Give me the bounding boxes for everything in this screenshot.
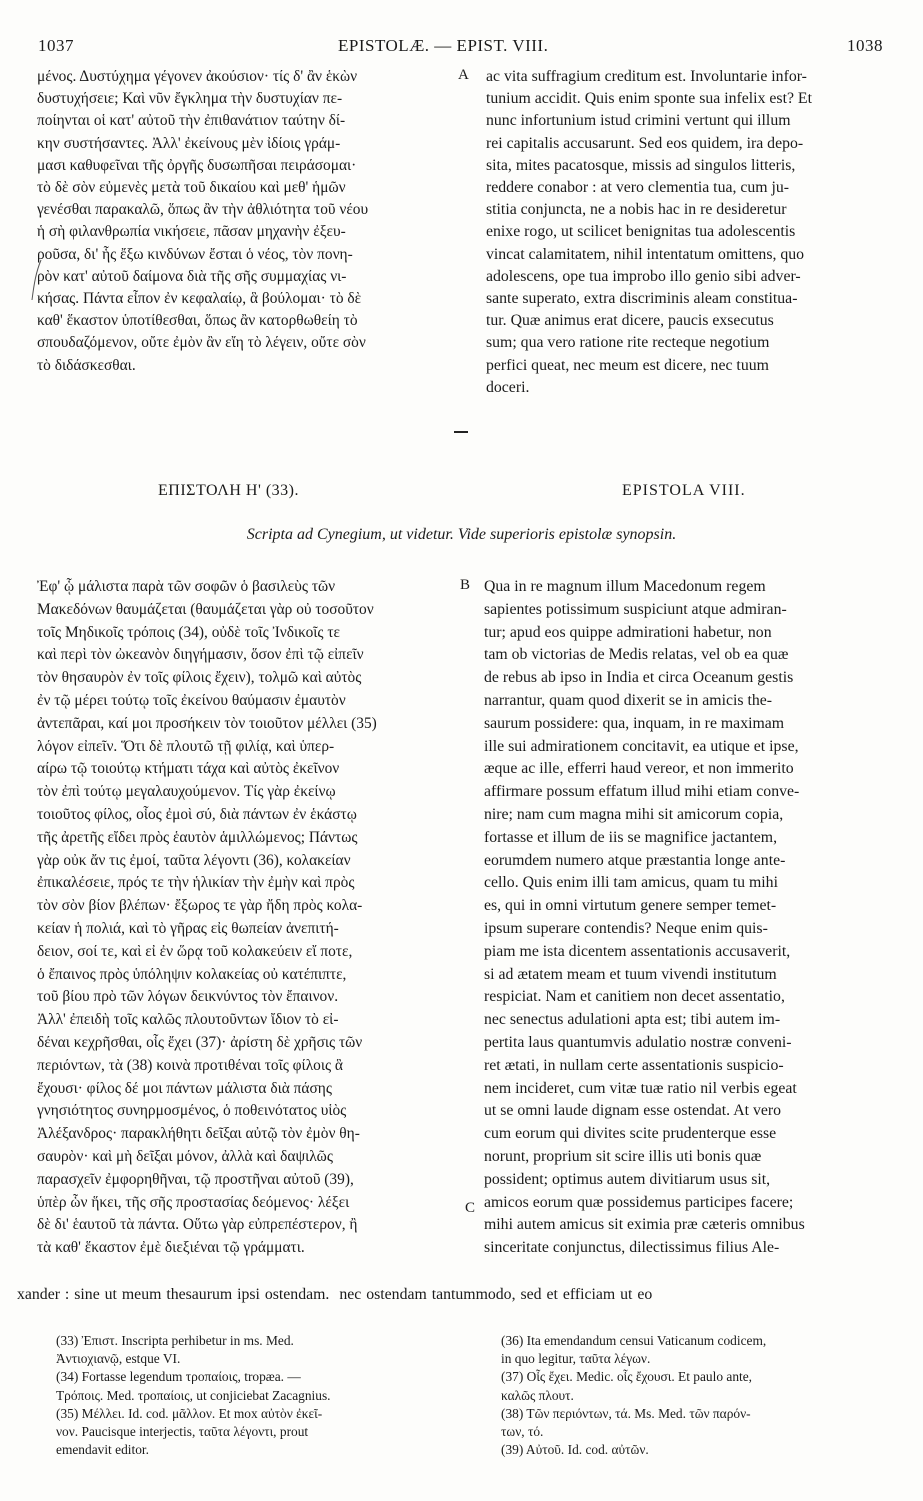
text-line: fortasse et illum de iis se magnifice jactantem, — [484, 828, 778, 846]
text-line: nem incideret, cum vitæ tuæ ratio nil verbis egeat — [484, 1079, 797, 1097]
text-line: norunt, proprium sit scire illis uti bonis quæ — [484, 1147, 762, 1165]
text-line: (38) Τῶν περιόντων, τά. Ms. Med. τῶν παρόν- — [501, 1405, 751, 1421]
text-line: ἐν τῷ μέρει τούτῳ τοῖς ἐκείνου θαύμασιν ἐμαυτὸν — [37, 691, 346, 709]
text-line: Qua in re magnum illum Macedonum regem — [484, 578, 766, 595]
text-line: ὑπὲρ ὧν ἥκει, τῆς σῆς προστασίας δεόμενος· λέξει — [37, 1193, 350, 1211]
margin-marker-a: A — [458, 67, 469, 83]
text-line: ὁ ἔπαινος πρὸς ὑπόληψιν κολακείας οὐ κατέπιπτε, — [37, 965, 347, 983]
page-number-right: 1038 — [847, 36, 883, 55]
closing-line-left: xander : sine ut meum thesaurum ipsi ostendam. — [17, 1286, 330, 1303]
text-line: τὸν ἐπὶ τούτῳ μεγαλαυχούμενον. Τίς γὰρ ἐκείνῳ — [37, 783, 336, 801]
margin-marker-c: C — [465, 1200, 476, 1216]
text-line: vincat calamitatem, nihil intentatum omittens, quo — [486, 245, 805, 263]
text-line: rei capitalis accusarunt. Sed eos quidem, ira depo- — [486, 134, 804, 152]
section-divider — [454, 431, 468, 433]
text-line: ut se omni laude dignam esse ostendat. At vero — [484, 1102, 782, 1120]
text-line: μασι καθυφεῖναι τῆς ὀργῆς δυσωπῆσαι πειράσομαι· — [37, 156, 357, 174]
text-line: Ἀλλ' ἐπειδὴ τοῖς καλῶς πλουτοῦντων ἴδιον τὸ εἰ- — [37, 1011, 339, 1029]
text-line: τὸ δὲ σὸν εὐμενὲς μετὰ τοῦ δικαίου καὶ μεθ' ἡμῶν — [37, 179, 346, 197]
epistle-title-greek: ΕΠΙΣΤΟΛΗ Η' (33). — [158, 482, 299, 499]
text-line: mihi autem amicus sit eximia præ cæteris omnibus — [484, 1216, 805, 1234]
text-line: sapientes potissimum suspiciunt atque admiran- — [484, 600, 787, 618]
text-line: δειον, σοί τε, καὶ εἰ ἐν ὥρᾳ τοῦ κολακεύειν εἴ ποτε, — [37, 942, 353, 960]
text-line: piam me ista dicentem assentationis accusaverit, — [484, 942, 791, 960]
text-line: (35) Μέλλει. Id. cod. μᾶλλον. Et mox αὐτὸν ἐκεῖ- — [56, 1405, 323, 1421]
margin-marker-b: B — [460, 577, 471, 593]
text-line: καλῶς πλουτ. — [501, 1387, 574, 1403]
text-line: nunc infortunium istud crimini vertunt qui illum — [486, 112, 791, 130]
text-line: pertita laus quantumvis adulatio nostræ conveni- — [484, 1033, 792, 1051]
text-line: stitia conjuncta, ne a nobis hac in re desideretur — [486, 201, 787, 219]
text-line: cello. Quis enim illi tam amicus, quam tu mihi — [484, 874, 778, 892]
text-line: τὸ διδάσκεσθαι. — [37, 356, 136, 374]
text-line: nec senectus adulationi apta est; tibi autem im- — [484, 1011, 781, 1029]
text-line: δυστυχήσειε; Καὶ νῦν ἔγκλημα τὴν δυστυχίαν πε- — [37, 90, 343, 108]
text-line: σαυρὸν· καὶ μὴ δεῖξαι μόνον, ἀλλὰ καὶ δαψιλῶς — [37, 1147, 333, 1165]
text-line: æque ac ille, efferri haud vereor, et non immerito — [484, 760, 794, 778]
text-line: ροῦσα, δι' ἧς ἔξω κινδύνων ἔσται ὁ νέος, τὸν πονη- — [37, 245, 353, 263]
text-line: de rebus ab ipso in India et circa Oceanum gestis — [484, 669, 794, 687]
closing-line-right: nec ostendam tantummodo, sed et efficiam ut eo — [339, 1286, 653, 1303]
page-number-left: 1037 — [38, 36, 74, 55]
text-line: possident; optimus autem divitiarum usus sit, — [484, 1170, 771, 1188]
text-line: (36) Ita emendandum censui Vaticanum codicem, — [501, 1333, 767, 1348]
text-line: γενέσθαι παρακαλῶ, ὅπως ἂν τὴν ἀθλιότητα τοῦ νέου — [37, 201, 369, 219]
text-line: των, τό. — [501, 1424, 544, 1440]
text-line: τοῖς Μηδικοῖς τρόποις (34), οὐδὲ τοῖς Ἰνδικοῖς τε — [37, 623, 341, 641]
text-line: in quo legitur, ταῦτα λέγων. — [501, 1351, 651, 1367]
text-line: ρὸν κατ' αὐτοῦ δαίμονα διὰ τῆς σῆς συμμαχίας νι- — [37, 267, 347, 285]
greek-column-top — [37, 66, 457, 377]
text-line: παρασχεῖν ἐμφορηθῆναι, τῷ προστῆναι αὐτοῦ (39), — [37, 1170, 354, 1188]
text-line: αίρω τῷ τοιούτῳ κτήματι τάχα καὶ αὐτὸς ἐκεῖνον — [37, 760, 340, 778]
text-line: ille sui admirationem concitavit, ea utique et ipse, — [484, 737, 799, 755]
text-line: doceri. — [486, 378, 530, 396]
text-line: tunium accidit. Quis enim sponte sua infelix est? Et — [486, 90, 812, 108]
text-line: νον. Paucisque interjectis, ταῦτα λέγοντι, prout — [56, 1424, 309, 1440]
text-line: τὰ καθ' ἕκαστον ἐμὲ διεξιέναι τῷ γράμματι. — [37, 1239, 305, 1257]
text-line: ποίηνται οἱ κατ' αὐτοῦ τὴν ἐπιθανάτιον ταύτην δί- — [37, 112, 346, 130]
text-line: perfici queat, nec meum est dicere, nec tuum — [486, 356, 769, 374]
text-line: saurum possidere: qua, inquam, in re maximam — [484, 714, 785, 732]
text-line: (39) Αὐτοῦ. Id. cod. αὐτῶν. — [501, 1442, 649, 1458]
text-line: Ἀλέξανδρος· παρακλήθητι δεῖξαι αὐτῷ τὸν ἐμὸν θη- — [37, 1125, 360, 1143]
footnotes-right — [501, 1332, 891, 1459]
text-line: ret ætati, in nullam certe assentationis suspicio- — [484, 1056, 784, 1074]
text-line: sum; qua vero ratione rite recteque negotium — [486, 334, 770, 352]
text-line: δέναι κεχρῆσθαι, οἷς ἔχει (37)· ἀρίστη δὲ χρῆσις τῶν — [37, 1033, 363, 1051]
text-line: affirmare possum effatum illud mihi etiam conve- — [484, 783, 800, 801]
text-line: κήσας. Πάντα εἶπον ἐν κεφαλαίῳ, ἃ βούλομαι· τὸ δὲ — [37, 290, 362, 308]
text-line: eorumdem numero atque præstantia longe ante- — [484, 851, 786, 869]
text-line: κείαν ἡ πολιά, καὶ τὸ γῆρας εἰς θωπείαν ἀνεπιτή- — [37, 919, 339, 937]
latin-column-top — [486, 66, 886, 399]
text-line: καὶ περὶ τὸν ὠκεανὸν διηγήμασιν, ὅσον ἐπὶ τῷ εἰπεῖν — [37, 646, 364, 664]
text-line: reddere conabor : at vero clementia tua, cum ju- — [486, 179, 790, 197]
text-line: (34) Fortasse legendum τροπαίοις, tropæa. — — [56, 1369, 301, 1385]
text-line: ἡ σὴ φιλανθρωπία νικήσειε, πᾶσαν μηχανὴν ἐξευ- — [37, 223, 346, 241]
latin-column-body — [484, 576, 886, 1260]
text-line: δὲ δι' ἑαυτοῦ τὰ πάντα. Οὕτω γὰρ εὐπρεπέστερον, ἢ — [37, 1216, 358, 1234]
text-line: cum eorum qui divites scite prudenterque esse — [484, 1125, 777, 1143]
text-line: tam ob victorias de Medis relatas, vel ob ea quæ — [484, 646, 789, 664]
running-header — [38, 36, 883, 60]
text-line: σπουδαζόμενον, οὔτε ἐμὸν ἂν εἴη τὸ λέγειν, οὔτε σὸν — [37, 334, 366, 352]
text-line: τὸν θησαυρὸν ἐν τοῖς φίλοις ἔχειν), τολμῶ καὶ αὐτὸς — [37, 669, 362, 687]
text-line: sinceritate conjunctus, dilectissimus filius Ale- — [484, 1239, 780, 1257]
running-title: EPISTOLÆ. — EPIST. VIII. — [338, 36, 549, 55]
closing-line — [17, 1286, 897, 1304]
text-line: τὸν σὸν βίον βλέπων· ἔξωρος τε γὰρ ἤδη πρὸς κολα- — [37, 897, 363, 915]
text-line: Μακεδόνων θαυμάζεται (θαυμάζεται γὰρ οὐ τοσοῦτον — [37, 600, 374, 618]
text-line: si ad ætatem meam et tuum vivendi institutum — [484, 965, 777, 983]
epistle-subtitle: Scripta ad Cynegium, ut videtur. Vide superioris epistolæ synopsin. — [246, 526, 677, 543]
text-line: Ἐφ' ᾧ μάλιστα παρὰ τῶν σοφῶν ὁ βασιλεὺς τῶν — [37, 578, 336, 595]
text-line: (33) Ἐπιστ. Inscripta perhibetur in ms. Med. — [56, 1333, 294, 1348]
text-line: sante superato, extra discriminis aleam constitua- — [486, 290, 798, 308]
text-line: γὰρ οὐκ ἄν τις ἐμοί, ταῦτα λέγοντι (36), κολακείαν — [37, 851, 351, 869]
footnotes-left — [56, 1332, 456, 1459]
text-line: ipsum superare contendis? Neque enim quis- — [484, 919, 768, 937]
text-line: ἔχουσι· φίλος δέ μοι πάντων μάλιστα διὰ πάσης — [37, 1079, 332, 1097]
text-line: es, qui in omni virtutum genere semper temet- — [484, 897, 777, 915]
text-line: περιόντων, τὰ (38) κοινὰ προτιθέναι τοῖς φίλοις ἃ — [37, 1056, 343, 1074]
greek-column-body — [37, 576, 461, 1260]
text-line: κην συστήσαντες. Ἀλλ' ἐκείνους μὲν ἰδίοις γράμ- — [37, 134, 341, 152]
text-line: sita, mites pacatosque, missis ad singulos litteris, — [486, 156, 796, 174]
text-line: amicos eorum quæ possidemus participes facere; — [484, 1193, 794, 1211]
text-line: ἐπικαλέσειε, πρός τε τὴν ἡλικίαν τὴν ἐμὴν καὶ πρὸς — [37, 874, 355, 892]
text-line: adolescens, ope tua improbo illo genio sibi adver- — [486, 267, 801, 285]
text-line: λόγον εἰπεῖν. Ὅτι δὲ πλουτῶ τῇ φιλίᾳ, καὶ ὑπερ- — [37, 737, 335, 755]
text-line: emendavit editor. — [56, 1442, 149, 1458]
text-line: Ἀντιοχιανῷ, estque VI. — [56, 1351, 181, 1367]
text-line: ac vita suffragium creditum est. Involuntarie infor- — [486, 68, 807, 85]
text-line: tur; apud eos quippe admirationi habetur, non — [484, 623, 772, 641]
text-line: enixe rogo, ut scilicet benignitas tua adolescentis — [486, 223, 796, 241]
text-line: ἀντεπᾶραι, καί μοι προσήκειν τὸν τοιοῦτον μέλλει (35) — [37, 714, 377, 732]
text-line: καθ' ἕκαστον ὑποτίθεσθαι, ὅπως ἂν κατορθωθείη τὸ — [37, 312, 358, 330]
epistle-title-latin: EPISTOLA VIII. — [622, 482, 746, 499]
text-line: respiciat. Nam et canitiem non decet assentatio, — [484, 988, 785, 1006]
text-line: τοιοῦτος φίλος, οἷος ἐμοὶ σύ, διὰ πάντων ἐν ἑκάστῳ — [37, 805, 357, 823]
text-line: narrantur, quam quod dixerit se in amicis the- — [484, 691, 773, 709]
text-line: τῆς ἀρετῆς εἴδει πρὸς ἑαυτὸν ἁμιλλώμενος; Πάντως — [37, 828, 358, 846]
text-line: tur. Quæ animus erat dicere, paucis exsecutus — [486, 312, 774, 330]
text-line: Τρόποις. Med. τροπαίοις, ut conjiciebat Zacagnius. — [56, 1387, 331, 1403]
text-line: μένος. Δυστύχημα γέγονεν ἀκούσιον· τίς δ' ἂν ἑκὼν — [37, 68, 358, 85]
text-line: (37) Οἷς ἔχει. Medic. οἷς ἔχουσι. Et paulo ante, — [501, 1369, 753, 1385]
text-line: γνησιότητος συνηρμοσμένος, ὁ ποθεινότατος υἱὸς — [37, 1102, 347, 1120]
text-line: τοῦ βίου πρὸ τῶν λόγων δεικνύντος τὸν ἔπαινον. — [37, 988, 339, 1006]
text-line: nire; nam cum magna mihi sit amicorum copia, — [484, 805, 784, 823]
